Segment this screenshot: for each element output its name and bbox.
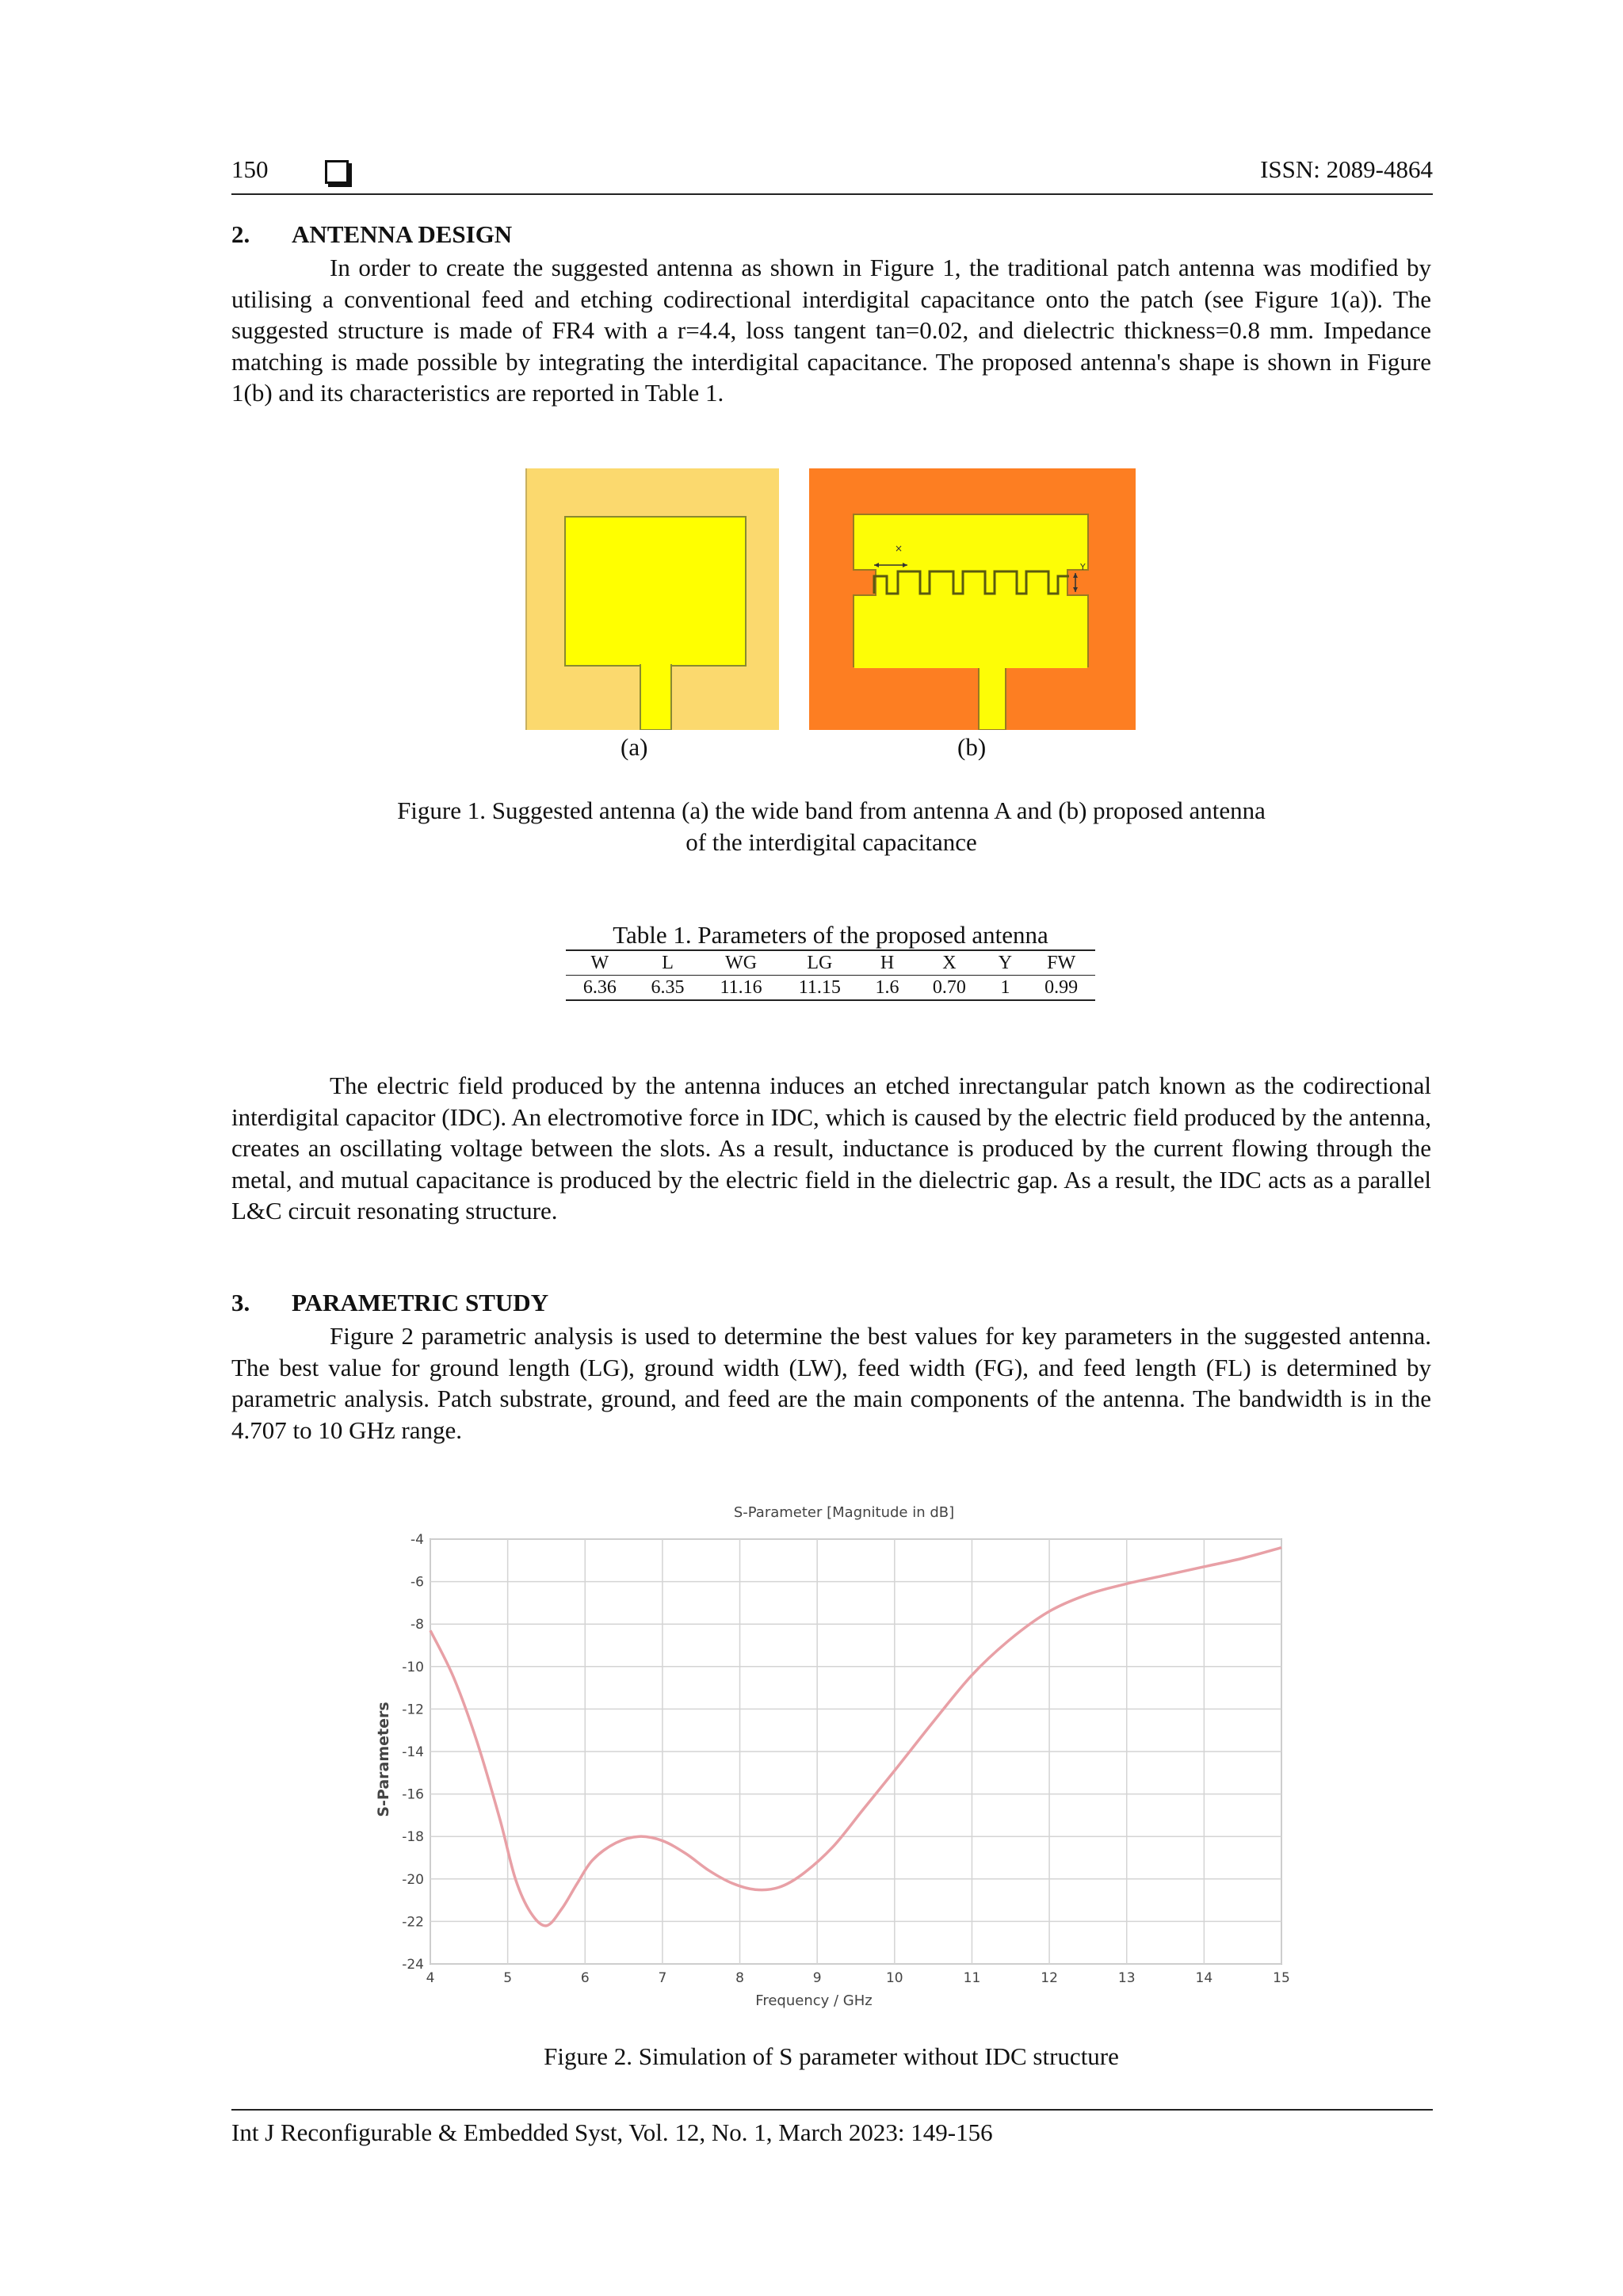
table-cell: 6.36 — [582, 977, 617, 998]
caption-line: of the interdigital capacitance — [685, 828, 977, 856]
section-2-heading — [231, 220, 512, 249]
table-header-cell: LG — [807, 953, 833, 973]
section-3-heading — [231, 1289, 548, 1317]
x-tick-label: 8 — [735, 1970, 744, 1986]
x-tick-label: 15 — [1273, 1970, 1290, 1986]
section-number: 2. — [231, 220, 250, 248]
table-header-row — [566, 951, 1095, 976]
x-tick-label: 9 — [812, 1970, 822, 1986]
y-tick-label: -22 — [402, 1914, 424, 1931]
table-header-cell: Y — [998, 953, 1013, 973]
chart-title: S-Parameter [Magnitude in dB] — [733, 1504, 955, 1521]
section-number: 3. — [231, 1289, 250, 1316]
feed-line-a — [640, 665, 671, 730]
chart-grid — [430, 1539, 1281, 1964]
checkbox-glyph-icon — [325, 160, 349, 184]
x-tick-label: 5 — [503, 1970, 513, 1986]
table-cell: 1 — [1000, 977, 1010, 998]
figure-1a-label: (a) — [621, 733, 648, 761]
x-tick-label: 11 — [963, 1970, 981, 1986]
table-header-cell: FW — [1047, 953, 1076, 973]
figure-1b-label: (b) — [957, 733, 987, 761]
section-3-text — [231, 1320, 1431, 1446]
figure-2-chart — [365, 1490, 1300, 2013]
y-tick-label: -6 — [411, 1574, 424, 1591]
figure-1a — [525, 468, 779, 730]
antenna-b-drawing — [809, 468, 1136, 730]
section-2-text — [231, 252, 1431, 409]
figure-2-caption: Figure 2. Simulation of S parameter without IDC structure — [544, 2042, 1119, 2070]
y-tick-label: -18 — [402, 1829, 424, 1846]
parameters-table — [566, 951, 1095, 999]
page-footer — [231, 2109, 1433, 2147]
table-header-cell: L — [662, 953, 674, 973]
table-1-caption: Table 1. Parameters of the proposed antenna — [613, 921, 1048, 949]
dim-x-marker: × — [895, 543, 903, 554]
chart-x-axis-label: Frequency / GHz — [755, 1992, 873, 2009]
journal-citation: Int J Reconfigurable & Embedded Syst, Vol. 12, No. 1, March 2023: 149-156 — [231, 2118, 993, 2146]
page-number: 150 — [231, 155, 269, 183]
table-cell: 0.70 — [932, 977, 966, 998]
s-parameter-chart — [365, 1490, 1300, 2013]
table-row — [566, 976, 1095, 1000]
x-tick-label: 4 — [426, 1970, 435, 1986]
section-title: PARAMETRIC STUDY — [292, 1289, 549, 1316]
y-tick-label: -8 — [411, 1617, 424, 1633]
x-tick-label: 14 — [1195, 1970, 1213, 1986]
table-cell: 11.16 — [720, 977, 762, 998]
caption-line: Figure 1. Suggested antenna (a) the wide band from antenna A and (b) proposed antenna — [397, 797, 1266, 824]
table-header-cell: WG — [725, 953, 758, 973]
figure-1b — [809, 468, 1136, 730]
y-tick-label: -4 — [411, 1532, 424, 1548]
issn: ISSN: 2089-4864 — [1260, 155, 1433, 183]
x-tick-label: 13 — [1117, 1970, 1136, 1986]
y-tick-label: -16 — [402, 1786, 424, 1803]
paragraph: Figure 2 parametric analysis is used to determine the best values for key parameters in the suggested antenna. The best value for ground length (LG), ground width (LW), feed width (FG), and feed length (FL) is determined by parametric analysis. Patch substrate, ground, and feed are the main components of the antenna. The bandwidth is in the 4.707 to 10 GHz range. — [231, 1322, 1431, 1444]
y-tick-label: -24 — [402, 1957, 424, 1973]
table-header-cell: X — [942, 953, 957, 973]
table-cell: 6.35 — [651, 977, 685, 998]
chart-y-axis-label: S-Parameters — [375, 1702, 392, 1817]
section-title: ANTENNA DESIGN — [292, 220, 513, 248]
table-1 — [566, 949, 1095, 1001]
patch-a — [565, 517, 746, 666]
paragraph: In order to create the suggested antenna as shown in Figure 1, the traditional patch antenna was modified by utilising a conventional feed and etching codirectional interdigital capacitance onto the patch (see Figure 1(a)). The suggested structure is made of FR4 with a r=4.4, loss tangent tan=0.02, and dielectric thickness=0.8 mm. Impedance matching is made possible by integrating the interdigital capacitance. The proposed antenna's shape is shown in Figure 1(b) and its characteristics are reported in Table 1. — [231, 254, 1431, 407]
figure-1-caption — [231, 795, 1431, 858]
y-tick-label: -20 — [402, 1871, 424, 1888]
table-header-cell: W — [590, 953, 609, 973]
x-tick-label: 6 — [580, 1970, 590, 1986]
idc-text — [231, 1070, 1431, 1227]
dim-y-marker: Y — [1080, 562, 1086, 572]
table-cell: 0.99 — [1044, 977, 1079, 998]
table-header-cell: H — [880, 953, 895, 973]
table-cell: 11.15 — [798, 977, 841, 998]
antenna-a-drawing — [525, 468, 779, 730]
paragraph: The electric field produced by the antenna induces an etched inrectangular patch known as the codirectional interdigital capacitor (IDC). An electromotive force in IDC, which is caused by the electric field produced by the antenna, creates an oscillating voltage between the slots. As a result, inductance is produced by the current flowing through the metal, and mutual capacitance is produced by the electric field in the dielectric gap. As a result, the IDC acts as a parallel L&C circuit resonating structure. — [231, 1072, 1431, 1225]
table-cell: 1.6 — [875, 977, 899, 998]
y-tick-label: -10 — [402, 1659, 424, 1675]
x-tick-label: 7 — [658, 1970, 667, 1986]
x-tick-label: 12 — [1041, 1970, 1058, 1986]
x-tick-label: 10 — [885, 1970, 903, 1986]
y-tick-label: -12 — [402, 1702, 424, 1718]
y-tick-label: -14 — [402, 1744, 424, 1760]
page-header — [231, 155, 1433, 195]
